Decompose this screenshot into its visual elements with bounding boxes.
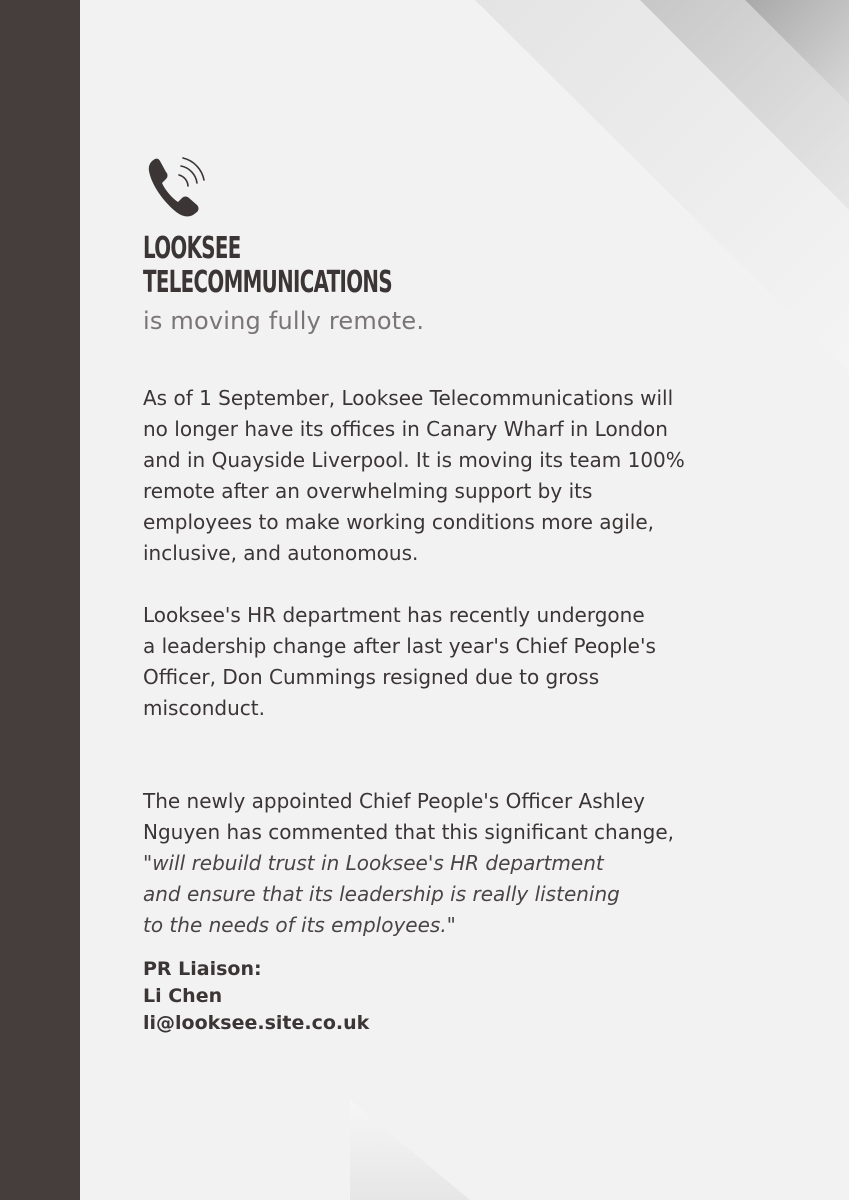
phone-icon [145,155,207,219]
company-name-line-2: TELECOMMUNICATIONS [143,265,392,300]
paragraph-cpo-comment [143,755,753,972]
paragraph-remote-move: As of 1 September, Looksee Telecommunications will no longer have its offices in Canary Wharf in London and in Quayside Liverpool. It is moving its team 100% remote after an overwhelming support by its employees to make working conditions more agile, inclusive, and autonomous. [143,386,685,565]
company-name-line-1: LOOKSEE [143,231,241,266]
contact-label: PR Liaison: [143,958,262,980]
cpo-quote: "will rebuild trust in Looksee's HR department and ensure that its leadership is really listening to the needs of its employees." [143,851,620,937]
contact-name: Li Chen [143,985,223,1007]
contact-email[interactable]: li@looksee.site.co.uk [143,1012,370,1034]
pr-contact [143,956,369,1037]
page-subtitle: is moving fully remote. [143,307,425,335]
announcement-body [143,383,753,1003]
paragraph-hr-change: Looksee's HR department has recently undergone a leadership change after last year's Chief People's Officer, Don Cummings resigned due to gross misconduct. [143,603,656,720]
paragraph-cpo-intro: The newly appointed Chief People's Officer Ashley Nguyen has commented that this significant change, [143,789,675,844]
company-name [143,232,392,300]
